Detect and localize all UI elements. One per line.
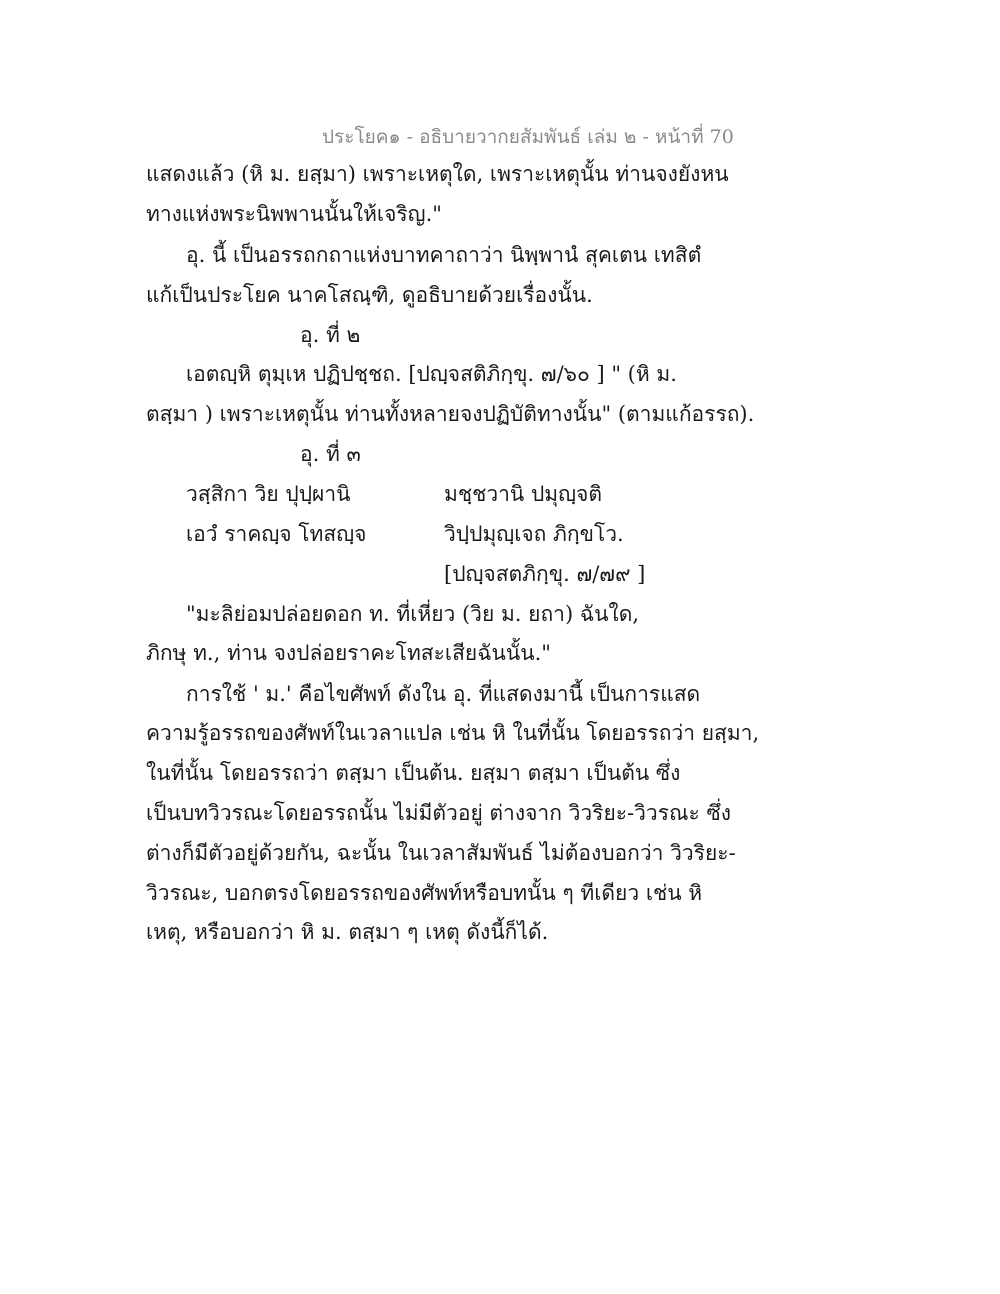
verse-line: มชฺชวานิ ปมุญฺจติ [444,482,602,506]
body-line: ตสฺมา ) เพราะเหตุนั้น ท่านทั้งหลายจงปฏิบัติทางนั้น" (ตามแก้อรรถ). [146,402,755,426]
body-line: วิวรณะ, บอกตรงโดยอรรถของศัพท์หรือบทนั้น ๆ ทีเดียว เช่น หิ [146,881,703,905]
running-header: ประโยค๑ - อธิบายวากยสัมพันธ์ เล่ม ๒ - หน้าที่ 70 [322,126,734,148]
body-line: เหตุ, หรือบอกว่า หิ ม. ตสฺมา ๆ เหตุ ดังนี้ก็ได้. [146,920,549,944]
example-heading: อุ. ที่ ๒ [300,323,361,347]
body-line: อุ. นี้ เป็นอรรถกถาแห่งบาทคาถาว่า นิพฺพานํ สุคเตน เทสิตํ [186,243,702,267]
verse-line: วสฺสิกา วิย ปุปฺผานิ [186,482,351,506]
example-heading: อุ. ที่ ๓ [300,442,361,466]
body-line: ความรู้อรรถของศัพท์ในเวลาแปล เช่น หิ ในที่นั้น โดยอรรถว่า ยสฺมา, [146,721,760,745]
verse-reference: [ปญฺจสตภิกฺขุ. ๗/๗๙ ] [444,562,646,586]
body-line: ภิกษุ ท., ท่าน จงปล่อยราคะโทสะเสียฉันนั้น." [146,641,551,665]
body-line: ทางแห่งพระนิพพานนั้นให้เจริญ." [146,202,442,226]
body-line: แสดงแล้ว (หิ ม. ยสฺมา) เพราะเหตุใด, เพราะเหตุนั้น ท่านจงยังหน [146,162,729,186]
verse-line: วิปฺปมุญฺเจถ ภิกฺขโว. [444,522,624,546]
body-line: เป็นบทวิวรณะโดยอรรถนั้น ไม่มีตัวอยู่ ต่างจาก วิวริยะ-วิวรณะ ซึ่ง [146,801,731,825]
body-line: ต่างก็มีตัวอยู่ด้วยกัน, ฉะนั้น ในเวลาสัมพันธ์ ไม่ต้องบอกว่า วิวริยะ- [146,841,736,865]
verse-line: เอวํ ราคญฺจ โทสญฺจ [186,522,367,546]
body-line: แก้เป็นประโยค นาคโสณฺฑิ, ดูอธิบายด้วยเรื่องนั้น. [146,283,593,307]
body-line: เอตญฺหิ ตุมฺเห ปฏิปชฺชถ. [ปญฺจสติภิกฺขุ. ๗/๖๐ ] " (หิ ม. [186,362,677,386]
body-line: "มะลิย่อมปล่อยดอก ท. ที่เหี่ยว (วิย ม. ยถา) ฉันใด, [186,602,640,626]
body-line: ในที่นั้น โดยอรรถว่า ตสฺมา เป็นต้น. ยสฺมา ตสฺมา เป็นต้น ซึ่ง [146,761,681,785]
body-line: การใช้ ' ม.' คือไขศัพท์ ดังใน อุ. ที่แสดงมานี้ เป็นการแสด [186,682,701,706]
